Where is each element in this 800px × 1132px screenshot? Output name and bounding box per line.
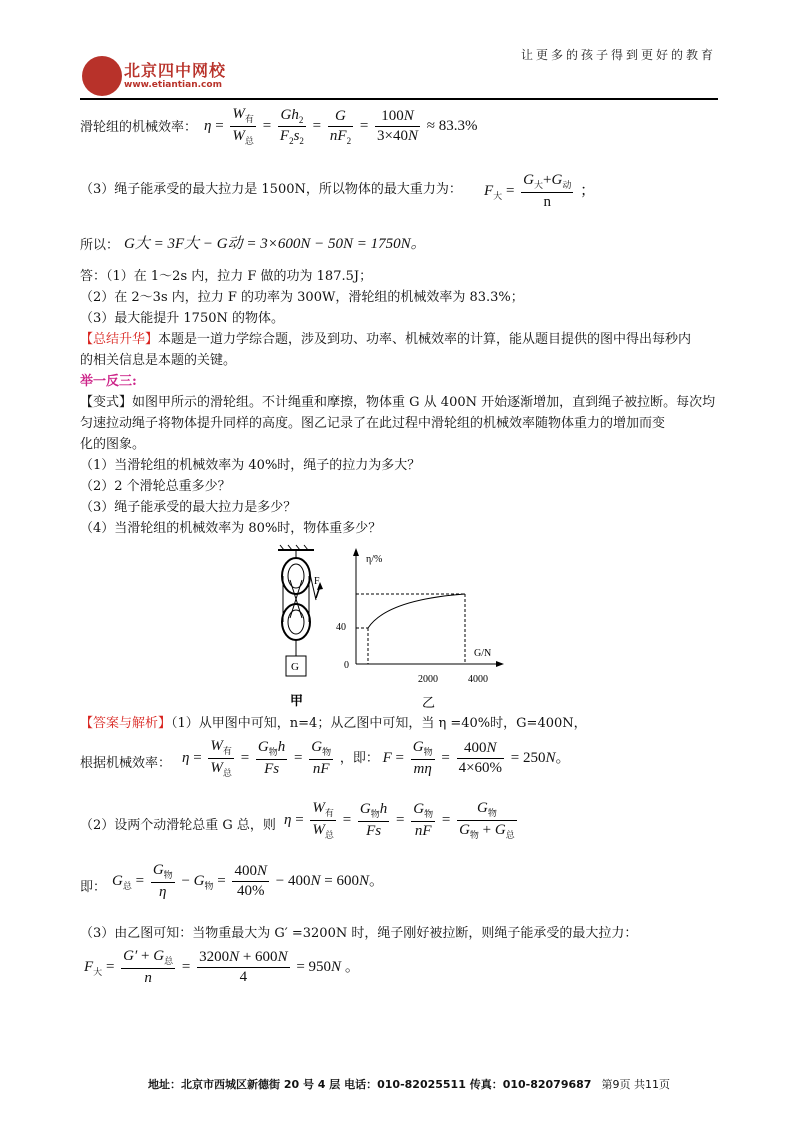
variant-line-3: 化的图象。 (80, 437, 146, 452)
figure-yi-label: 乙 (422, 696, 436, 710)
ans-line-2: （2）在 2～3s 内，拉力 F 的功率为 300W，滑轮组的机械效率为 83.3%； (80, 290, 524, 305)
graph-origin: 0 (344, 660, 349, 671)
l3-equation: G大 = 3F大 − G动 = 3×600N − 50N = 1750N。 (124, 236, 426, 252)
logo-icon (82, 56, 122, 96)
logo-url: www.etiantian.com (124, 80, 222, 90)
summary-line-1 (80, 329, 720, 350)
question-4: （4）当滑轮组的机械效率为 80%时，物体重多少？ (80, 521, 382, 536)
ans-line-3: （3）最大能提升 1750N 的物体。 (80, 311, 284, 326)
figure (270, 540, 510, 710)
analysis-line-3-eq: η = $\frac{W_有}{W_总}$ = $\frac{G_物h}{Fs}$ = $\frac{G_物}{nF}$ = $\frac{G_物}{G_物 + G_总}$ (284, 800, 515, 840)
efficiency-curve (368, 594, 465, 628)
l1-equation: η = $\frac{W_有}{W_总}$ = $\frac{Gh_2}{F_2s_2}$ = $\frac{G}{nF_2}$ = $\frac{100N}{3\times 40N}$ ≈ 83.3% (204, 106, 478, 146)
summary-tag: 【总结升华】 (80, 332, 159, 347)
analysis-line-5: （3）由乙图可知：当物重最大为 G′ =3200N 时，绳子刚好被拉断，则绳子能承受的最大拉力： (80, 926, 638, 941)
footer-address: 地址：北京市西城区新德街 20 号 4 层 电话：010-82025511 传真：010-82079687 (148, 1078, 592, 1091)
page-number: 第9页 共11页 (601, 1078, 670, 1091)
logo-text: 北京四中网校 (124, 61, 227, 80)
analysis-line-5-eq: $F_大$ = $\frac{G' + G_总}{n}$ = $\frac{3200N + 600N}{4}$ = 950N 。 (84, 948, 360, 986)
analysis-line-3-label: （2）设两个动滑轮总重 G 总，则 (80, 818, 276, 833)
l2-equation: $F_大$ = $\frac{G_大+G_动}{n}$ ； (484, 172, 596, 210)
l1-label: 滑轮组的机械效率： (80, 120, 198, 135)
graph-xlabel: G/N (474, 648, 492, 659)
analysis-line-1 (80, 712, 587, 731)
figure-jia-label: 甲 (290, 694, 304, 709)
variant-tag: 【变式】 (80, 395, 133, 410)
page-footer (148, 1076, 670, 1092)
summary-line-2: 的相关信息是本题的关键。 (80, 353, 237, 368)
weight-label: G (291, 661, 299, 673)
header-slogan: 让更多的孩子得到更好的教育 (520, 48, 716, 62)
analysis-line-4-eq: $G_总$ = $\frac{G_物}{\eta}$ − $G_物$ = $\frac{400N}{40\%}$ − 400N = 600N。 (112, 862, 384, 900)
summary-text-1: 本题是一道力学综合题，涉及到功、功率、机械效率的计算，能从题目提供的图中得出每秒内 (158, 332, 692, 347)
header-divider (80, 98, 718, 100)
variant-line-1 (80, 392, 720, 413)
question-3: （3）绳子能承受的最大拉力是多少？ (80, 500, 297, 515)
jyfs-heading: 举一反三: (80, 374, 137, 389)
graph-xtick-2000: 2000 (418, 674, 438, 685)
l2-text: （3）绳子能承受的最大拉力是 1500N，所以物体的最大重力为： (80, 182, 462, 197)
graph-ylabel: η/% (366, 554, 383, 565)
answer-text-1: （1）从甲图中可知，n=4；从乙图中可知，当 η =40%时，G=400N， (171, 716, 587, 731)
answer-block (80, 266, 720, 539)
l1-result: ≈ 83.3% (426, 117, 478, 134)
question-2: （2）2 个滑轮总重多少？ (80, 479, 231, 494)
question-1: （1）当滑轮组的机械效率为 40%时，绳子的拉力为多大？ (80, 458, 421, 473)
force-label: F (314, 576, 320, 587)
analysis-line-2-mid: ，即： (339, 750, 379, 766)
graph-xtick-4000: 4000 (468, 674, 488, 685)
analysis-line-2-label: 根据机械效率： (80, 756, 172, 771)
answer-tag: 【答案与解析】 (80, 716, 172, 731)
efficiency-graph (336, 548, 504, 685)
l3-label: 所以： (80, 238, 120, 253)
analysis-line-2-eq: η = $\frac{W_有}{W_总}$ = $\frac{G_物h}{Fs}$ = $\frac{G_物}{nF}$ ，即： F = $\frac{G_物}{m\eta}$ = $\frac{400N}{4\times 60\%}$ = 250N。 (182, 738, 571, 778)
analysis-line-4-label: 即： (80, 880, 107, 895)
variant-line-2: 匀速拉动绳子将物体提升同样的高度。图乙记录了在此过程中滑轮组的机械效率随物体重力的增加而变 (80, 416, 666, 431)
graph-ytick-40: 40 (336, 622, 346, 633)
variant-text-1: 如图甲所示的滑轮组。不计绳重和摩擦，物体重 G 从 400N 开始逐渐增加，直到绳子被拉断。每次均 (132, 395, 716, 410)
pulley-diagram (278, 545, 323, 676)
ans-line-1: 答：（1）在 1～2s 内，拉力 F 做的功为 187.5J； (80, 269, 373, 284)
